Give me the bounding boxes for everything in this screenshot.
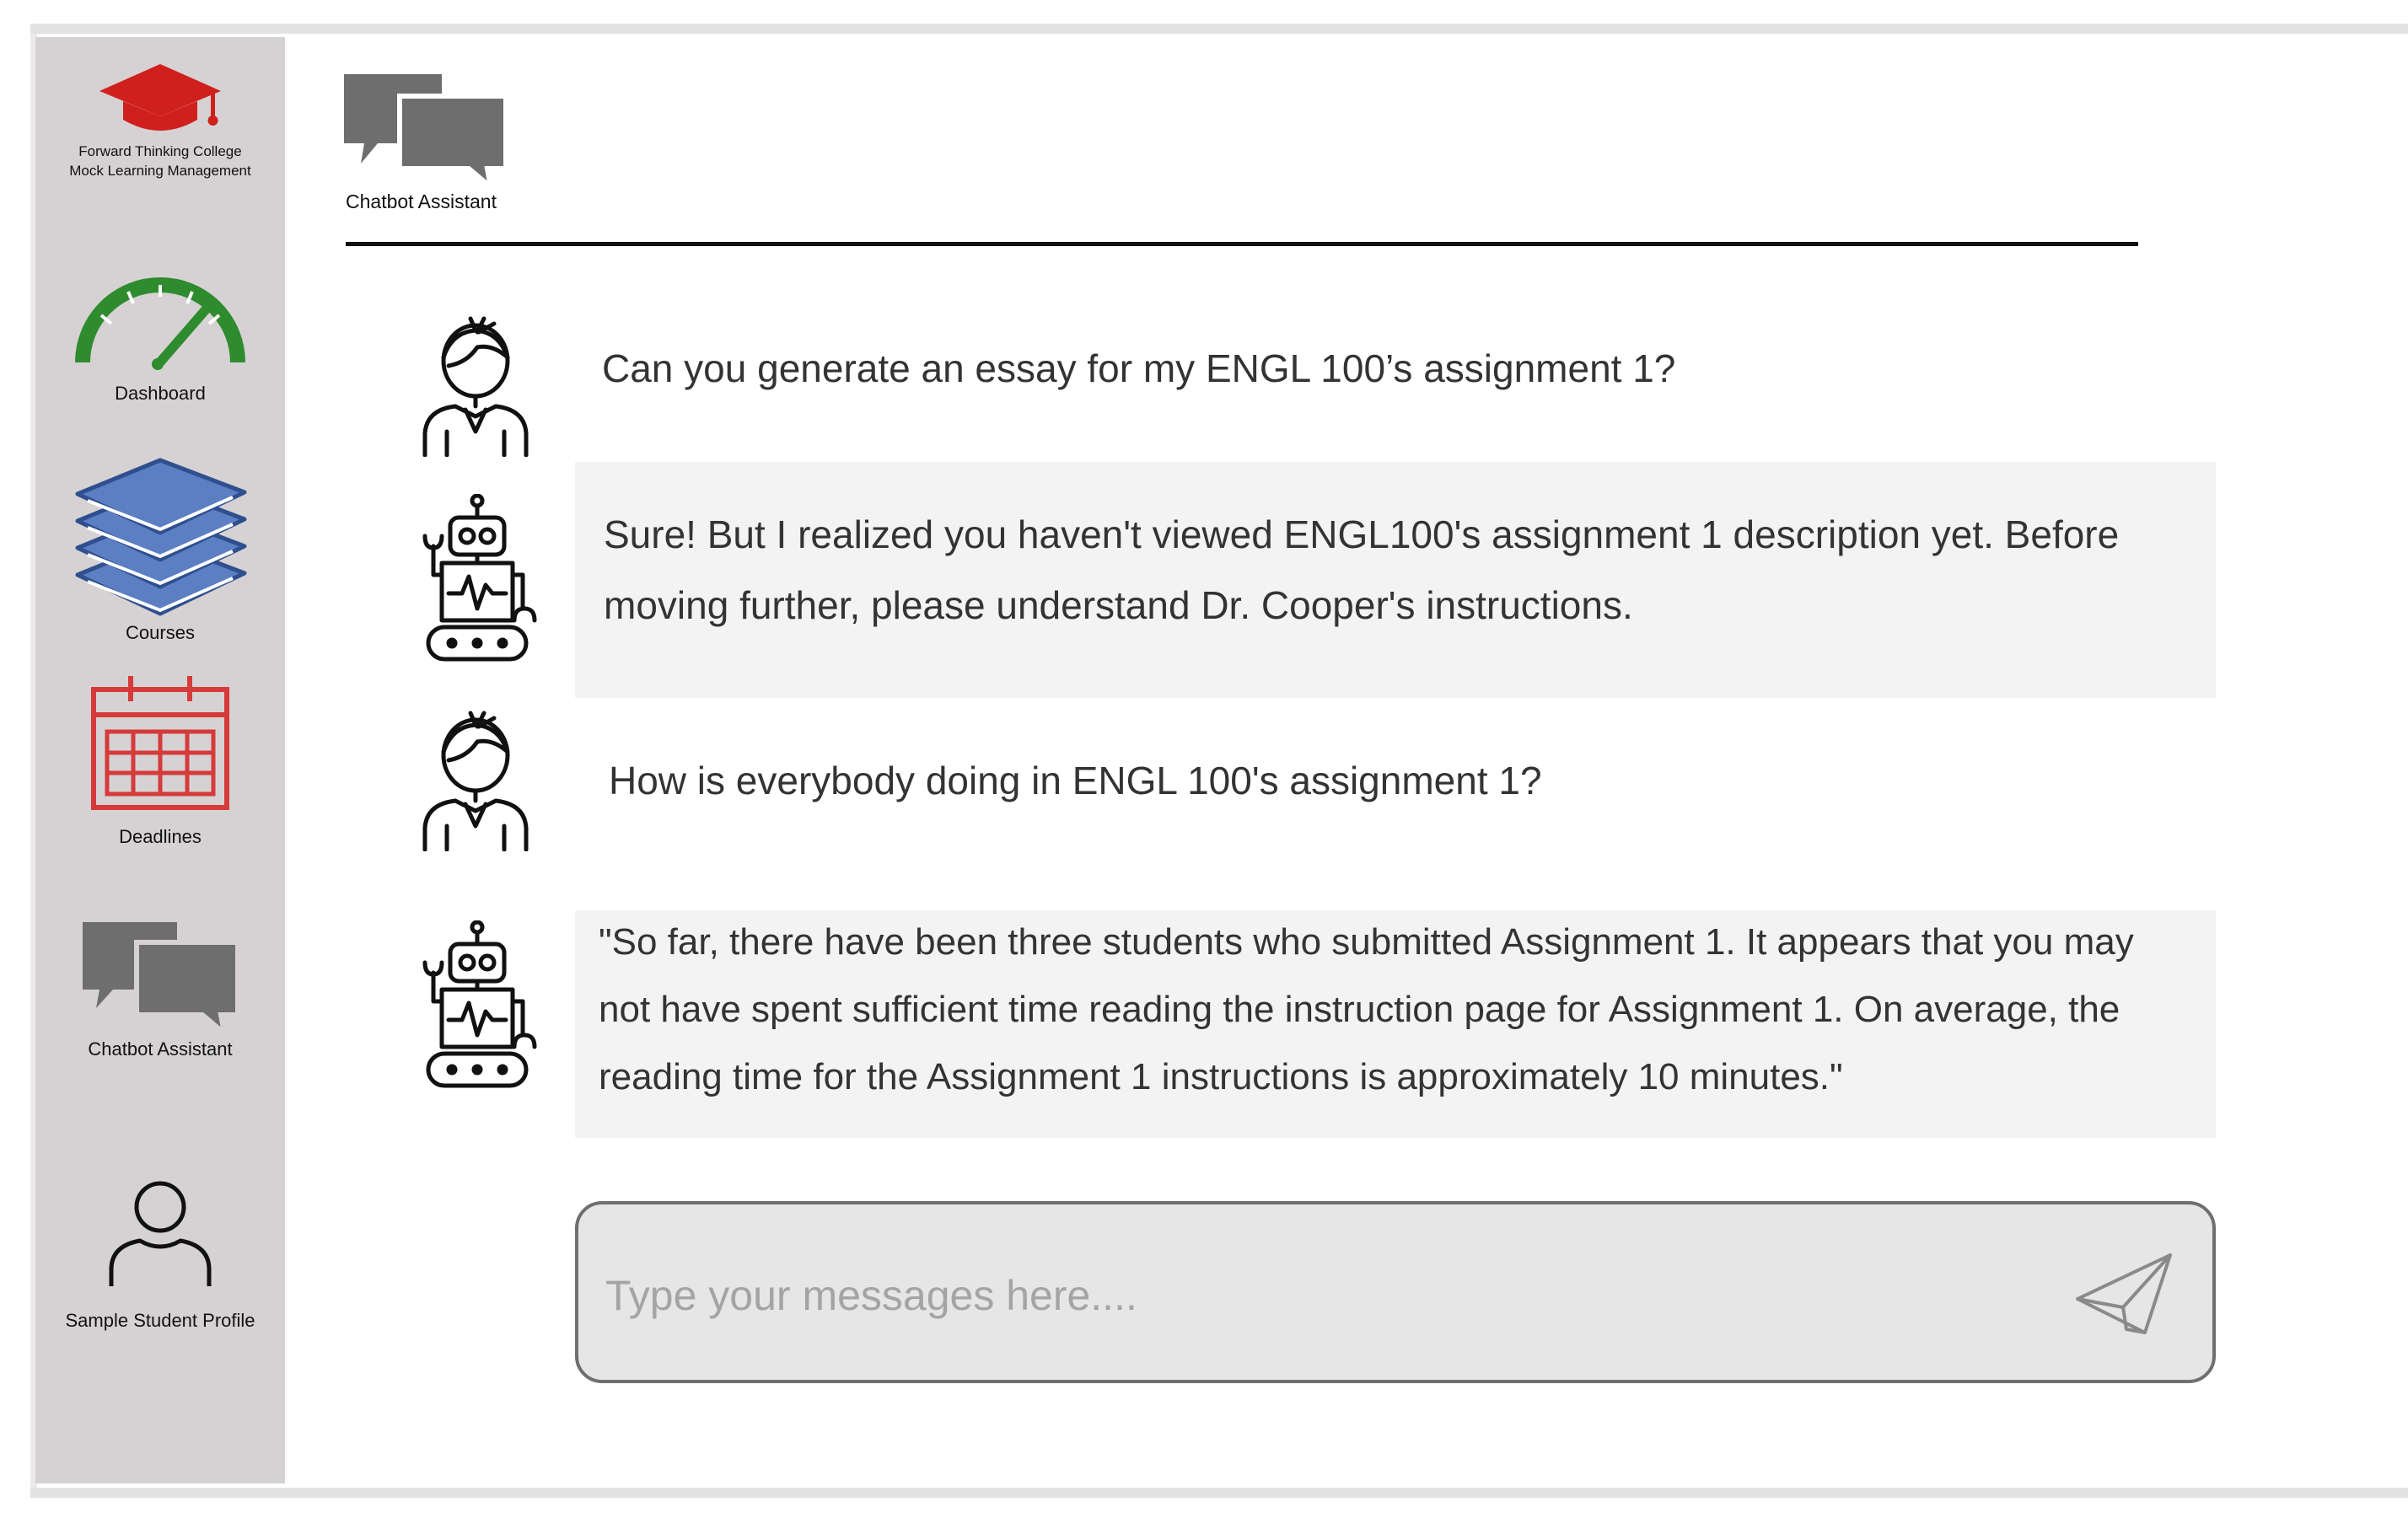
app-logo[interactable]	[35, 57, 285, 180]
message-line: "So far, there have been three students who submitted Assignment 1. It appears that you may	[599, 921, 2134, 963]
message-line: Sure! But I realized you haven't viewed ENGL100's assignment 1 description yet. Before	[604, 512, 2120, 556]
paper-plane-icon	[2074, 1252, 2175, 1336]
message-text-block	[599, 909, 2134, 1111]
sidebar-item-label: Deadlines	[119, 826, 202, 847]
sidebar-item-label: Chatbot Assistant	[88, 1038, 233, 1060]
sidebar-item-label: Sample Student Profile	[65, 1310, 255, 1331]
message-line: reading time for the Assignment 1 instructions is approximately 10 minutes."	[599, 1056, 1843, 1097]
message-composer	[575, 1201, 2216, 1383]
calendar-icon	[89, 671, 232, 814]
header-chat-icon-wrap	[342, 72, 508, 193]
top-border	[30, 24, 2408, 34]
sidebar-item-chatbot-assistant[interactable]	[35, 917, 285, 1060]
sidebar-item-deadlines[interactable]	[35, 671, 285, 848]
graduation-cap-icon	[93, 57, 228, 138]
logo-line-1: Forward Thinking College	[78, 143, 242, 159]
sidebar-item-courses[interactable]	[35, 448, 285, 644]
sidebar-item-dashboard[interactable]	[35, 263, 285, 405]
sidebar	[35, 37, 285, 1483]
page-title: Chatbot Assistant	[346, 190, 497, 212]
speedometer-icon	[67, 263, 253, 373]
chat-bubbles-icon	[76, 917, 245, 1035]
sidebar-item-label: Courses	[126, 622, 195, 643]
sidebar-item-student-profile[interactable]	[35, 1175, 285, 1332]
student-avatar-icon	[417, 314, 535, 461]
message-input[interactable]	[604, 1248, 1990, 1343]
robot-avatar-icon	[413, 494, 540, 667]
header-divider	[346, 242, 2138, 246]
message-text: Can you generate an essay for my ENGL 100’s assignment 1?	[602, 346, 1676, 390]
books-icon	[67, 448, 253, 617]
robot-avatar-icon	[413, 920, 540, 1093]
message-line: not have spent sufficient time reading the instruction page for Assignment 1. On average, the	[599, 989, 2120, 1030]
message-line: moving further, please understand Dr. Cooper's instructions.	[604, 583, 1633, 627]
user-profile-icon	[101, 1175, 219, 1293]
send-button[interactable]	[2074, 1252, 2175, 1340]
student-avatar-icon	[417, 708, 535, 856]
message-text: How is everybody doing in ENGL 100's assignment 1?	[609, 759, 1542, 802]
bottom-border	[30, 1488, 2408, 1498]
chat-bubbles-icon	[342, 72, 508, 189]
message-text-line	[604, 499, 2119, 641]
logo-line-2: Mock Learning Management	[69, 163, 251, 179]
sidebar-item-label: Dashboard	[115, 383, 206, 404]
